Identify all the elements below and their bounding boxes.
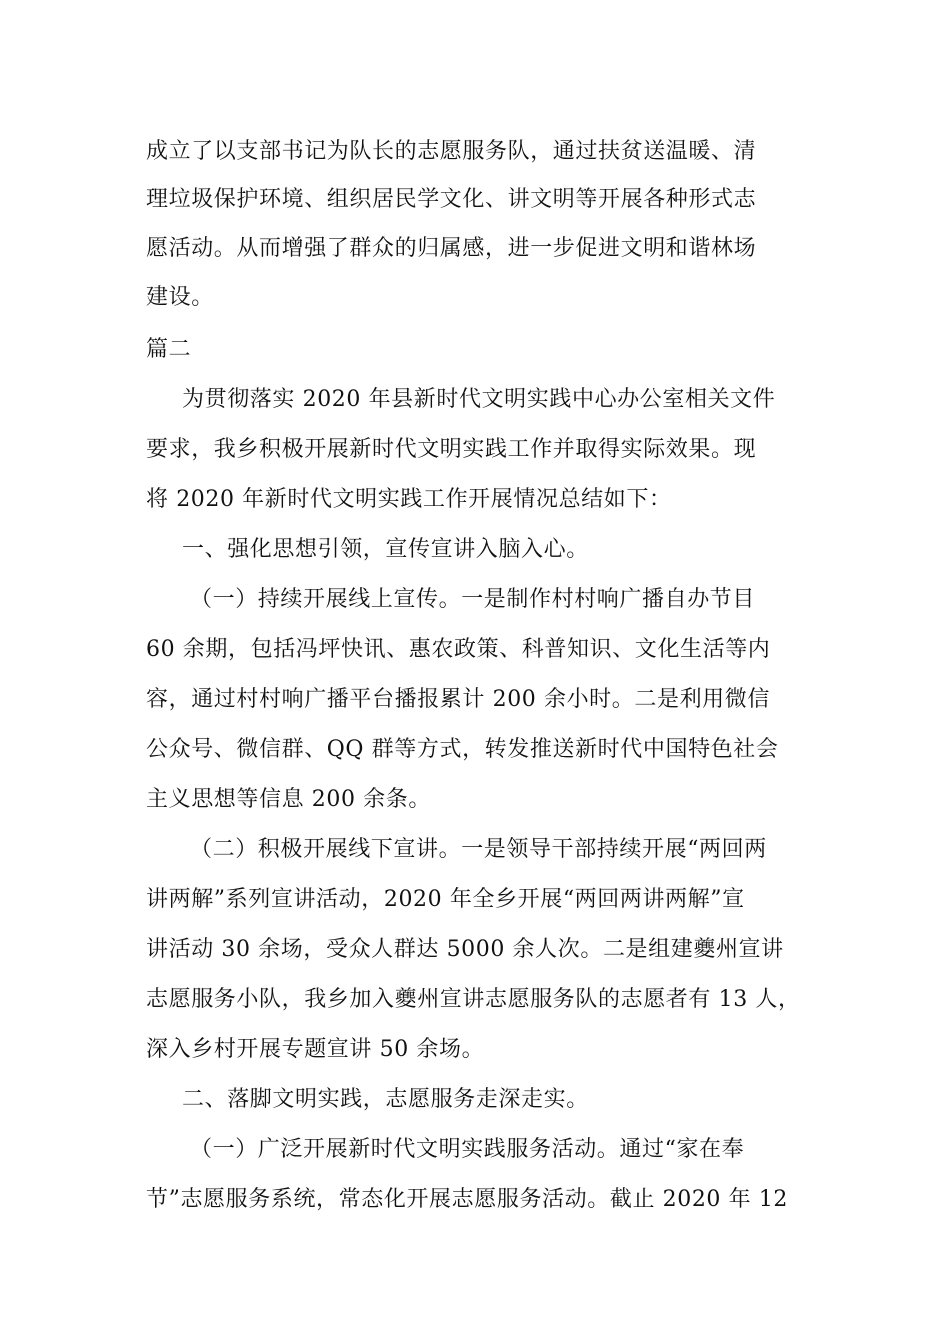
paragraph-line: 深入乡村开展专题宣讲 50 余场。 bbox=[146, 1037, 485, 1062]
paragraph-line: 理垃圾保护环境、组织居民学文化、讲文明等开展各种形式志 bbox=[146, 187, 757, 212]
paragraph-line: 主义思想等信息 200 余条。 bbox=[146, 787, 431, 812]
paragraph-line: 公众号、微信群、QQ 群等方式，转发推送新时代中国特色社会 bbox=[146, 737, 779, 762]
paragraph-line: 容，通过村村响广播平台播报累计 200 余小时。二是利用微信 bbox=[146, 687, 770, 712]
paragraph-line: 成立了以支部书记为队长的志愿服务队，通过扶贫送温暖、清 bbox=[146, 139, 757, 164]
section-heading: 篇二 bbox=[146, 337, 192, 362]
paragraph-line: 节”志愿服务系统，常态化开展志愿服务活动。截止 2020 年 12 bbox=[146, 1187, 789, 1212]
paragraph-line: 为贯彻落实 2020 年县新时代文明实践中心办公室相关文件 bbox=[182, 387, 776, 412]
paragraph-line: （一）持续开展线上宣传。一是制作村村响广播自办节目 bbox=[190, 587, 756, 612]
paragraph-line: 将 2020 年新时代文明实践工作开展情况总结如下： bbox=[146, 487, 672, 512]
paragraph-line: 讲两解”系列宣讲活动，2020 年全乡开展“两回两讲两解”宣 bbox=[146, 887, 745, 912]
subheading: 一、强化思想引领，宣传宣讲入脑入心。 bbox=[182, 537, 589, 562]
paragraph-line: 60 余期，包括冯坪快讯、惠农政策、科普知识、文化生活等内 bbox=[146, 637, 771, 662]
paragraph-line: （二）积极开展线下宣讲。一是领导干部持续开展“两回两 bbox=[190, 837, 767, 862]
paragraph-line: 建设。 bbox=[146, 285, 214, 310]
paragraph-line: 讲活动 30 余场，受众人群达 5000 余人次。二是组建夔州宣讲 bbox=[146, 937, 784, 962]
paragraph-line: 志愿服务小队，我乡加入夔州宣讲志愿服务队的志愿者有 13 人， bbox=[146, 987, 801, 1012]
paragraph-line: 要求，我乡积极开展新时代文明实践工作并取得实际效果。现 bbox=[146, 437, 757, 462]
paragraph-line: （一）广泛开展新时代文明实践服务活动。通过“家在奉 bbox=[190, 1137, 745, 1162]
paragraph-line: 愿活动。从而增强了群众的归属感，进一步促进文明和谐林场 bbox=[146, 236, 757, 261]
subheading: 二、落脚文明实践，志愿服务走深走实。 bbox=[182, 1087, 589, 1112]
